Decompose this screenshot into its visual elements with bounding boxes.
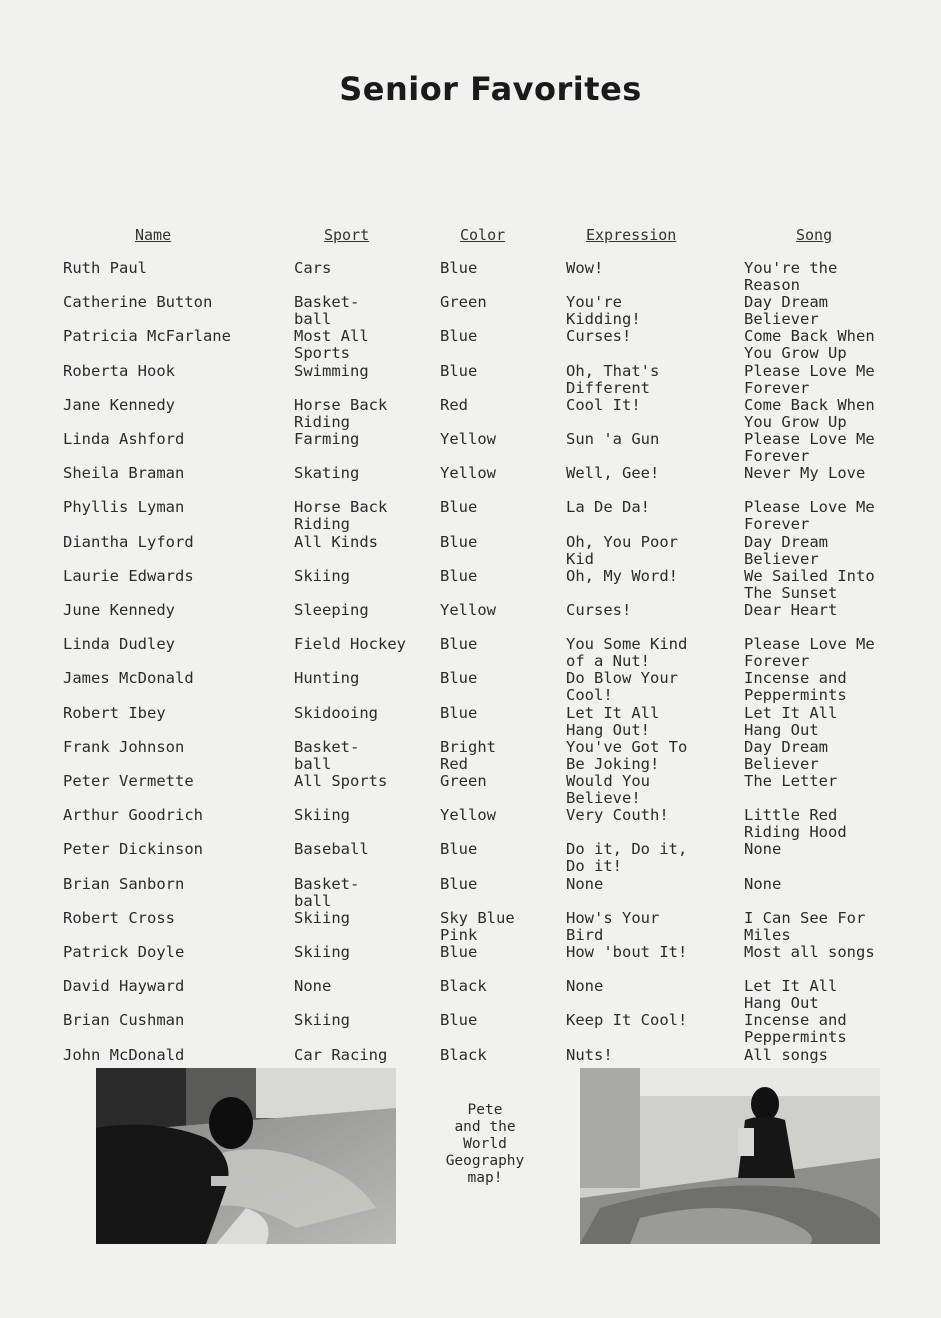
header-song: Song [796,226,833,244]
cell-color: Yellow [440,601,496,619]
cell-expression: You Some Kind of a Nut! [566,635,688,671]
photo-right-image [580,1068,880,1244]
cell-expression: How 'bout It! [566,943,688,961]
header-name: Name [135,226,172,244]
cell-color: Blue [440,635,478,654]
cell-sport: All Sports [294,772,388,790]
cell-song: Come Back When You Grow Up [744,395,875,431]
cell-sport: Skiing [294,943,350,961]
cell-color: Black [440,977,487,996]
table-row [0,294,941,328]
cell-song: The Letter [744,772,838,790]
cell-color: Yellow [440,806,496,825]
cell-expression: Wow! [566,259,604,277]
cell-song: Little Red Riding Hood [744,806,847,842]
cell-color: Blue [440,1011,478,1030]
cell-color: Green [440,772,487,790]
cell-expression: Would You Believe! [566,772,650,807]
table-row [0,705,941,739]
header-color: Color [460,226,506,244]
cell-expression: None [566,977,604,996]
cell-song: Day Dream Believer [744,293,828,329]
cell-sport: Skidooing [294,703,378,722]
cell-expression: Sun 'a Gun [566,430,660,448]
cell-song: Please Love Me Forever [744,498,875,534]
cell-expression: Do it, Do it, Do it! [566,840,688,876]
cell-sport: Horse Back Riding [294,498,388,534]
cell-sport: Most All Sports [294,327,369,363]
table-row [0,260,941,294]
cell-name: David Hayward [63,977,185,996]
cell-song: Dear Heart [744,601,838,619]
cell-name: Brian Cushman [63,1011,185,1030]
cell-sport: Skiing [294,806,350,825]
cell-sport: Sleeping [294,601,369,619]
cell-name: Laurie Edwards [63,566,194,585]
cell-name: Patricia McFarlane [63,327,231,346]
table-row [0,807,941,841]
table-row [0,1012,941,1046]
cell-sport: Car Racing [294,1045,388,1064]
cell-color: Yellow [440,430,496,448]
cell-song: Day Dream Believer [744,532,828,568]
table-row [0,363,941,397]
table-row [0,499,941,533]
cell-expression: Well, Gee! [566,464,660,483]
cell-expression: None [566,874,604,893]
cell-song: Never My Love [744,464,866,483]
cell-color: Blue [440,874,478,893]
table-row [0,978,941,1012]
cell-sport: All Kinds [294,532,378,551]
cell-expression: Curses! [566,601,632,619]
cell-sport: Baseball [294,840,369,859]
cell-song: We Sailed Into The Sunset [744,566,875,602]
cell-color: Blue [440,703,478,722]
page-title: Senior Favorites [339,70,642,108]
cell-color: Blue [440,361,478,380]
cell-name: Frank Johnson [63,737,185,756]
cell-song: Incense and Peppermints [744,669,847,705]
cell-color: Blue [440,532,478,551]
cell-name: Roberta Hook [63,361,175,380]
cell-sport: Skating [294,464,360,483]
cell-sport: Field Hockey [294,635,406,654]
cell-song: Please Love Me Forever [744,430,875,465]
cell-expression: You've Got To Be Joking! [566,737,688,773]
cell-song: Let It All Hang Out [744,703,838,739]
cell-name: Robert Ibey [63,703,166,722]
cell-name: Linda Dudley [63,635,175,654]
cell-name: Sheila Braman [63,464,185,483]
table-row [0,636,941,670]
cell-name: Peter Vermette [63,772,194,790]
table-row [0,397,941,431]
cell-color: Black [440,1045,487,1064]
cell-sport: Basket- ball [294,874,360,910]
table-row [0,944,941,978]
cell-name: June Kennedy [63,601,175,619]
table-row [0,739,941,773]
header-sport: Sport [324,226,370,244]
table-row [0,910,941,944]
cell-name: Jane Kennedy [63,395,175,414]
table-row [0,431,941,465]
cell-sport: None [294,977,332,996]
cell-name: Peter Dickinson [63,840,203,859]
cell-name: Patrick Doyle [63,943,185,961]
cell-color: Sky Blue Pink [440,908,515,944]
cell-song: Please Love Me Forever [744,361,875,397]
cell-color: Yellow [440,464,496,483]
cell-song: Incense and Peppermints [744,1011,847,1047]
cell-song: None [744,840,782,859]
cell-expression: Do Blow Your Cool! [566,669,678,705]
cell-expression: Keep It Cool! [566,1011,688,1030]
cell-song: Most all songs [744,943,875,961]
cell-expression: You're Kidding! [566,293,641,329]
photo-left-image [96,1068,396,1244]
cell-color: Blue [440,259,478,277]
cell-name: Brian Sanborn [63,874,185,893]
cell-sport: Basket- ball [294,737,360,773]
cell-song: I Can See For Miles [744,908,866,944]
cell-sport: Swimming [294,361,369,380]
table-row [0,465,941,499]
cell-name: Robert Cross [63,908,175,927]
cell-name: Arthur Goodrich [63,806,203,825]
cell-expression: How's Your Bird [566,908,660,944]
cell-expression: Let It All Hang Out! [566,703,660,739]
cell-expression: Nuts! [566,1045,613,1064]
cell-expression: Oh, My Word! [566,566,678,585]
cell-name: Linda Ashford [63,430,185,448]
cell-song: None [744,874,782,893]
photo-caption: Pete and the World Geography map! [445,1102,525,1186]
cell-color: Blue [440,498,478,517]
table-row [0,876,941,910]
cell-sport: Basket- ball [294,293,360,329]
cell-expression: Oh, You Poor Kid [566,532,678,568]
cell-sport: Hunting [294,669,360,688]
table-row [0,568,941,602]
cell-color: Bright Red [440,737,496,773]
cell-song: Day Dream Believer [744,737,828,773]
cell-sport: Cars [294,259,332,277]
table-row [0,602,941,636]
table-row [0,670,941,704]
cell-song: Please Love Me Forever [744,635,875,671]
cell-color: Blue [440,327,478,346]
cell-expression: La De Da! [566,498,650,517]
table-row [0,773,941,807]
cell-expression: Cool It! [566,395,641,414]
cell-expression: Curses! [566,327,632,346]
cell-color: Blue [440,566,478,585]
cell-sport: Horse Back Riding [294,395,388,431]
cell-name: Phyllis Lyman [63,498,185,517]
cell-name: Ruth Paul [63,259,147,277]
cell-color: Blue [440,840,478,859]
cell-sport: Skiing [294,908,350,927]
cell-color: Blue [440,669,478,688]
table-row [0,534,941,568]
table-row [0,328,941,362]
cell-name: John McDonald [63,1045,185,1064]
cell-expression: Very Couth! [566,806,669,825]
header-expression: Expression [586,226,677,244]
cell-sport: Farming [294,430,360,448]
photo-right [580,1068,880,1244]
cell-expression: Oh, That's Different [566,361,660,397]
cell-song: Come Back When You Grow Up [744,327,875,363]
photo-left [96,1068,396,1244]
cell-sport: Skiing [294,566,350,585]
cell-song: Let It All Hang Out [744,977,838,1013]
cell-name: James McDonald [63,669,194,688]
cell-sport: Skiing [294,1011,350,1030]
cell-color: Red [440,395,468,414]
cell-color: Green [440,293,487,312]
cell-name: Diantha Lyford [63,532,194,551]
cell-color: Blue [440,943,478,961]
table-row [0,841,941,875]
cell-song: You're the Reason [744,259,838,294]
cell-name: Catherine Button [63,293,213,312]
cell-song: All songs [744,1045,828,1064]
